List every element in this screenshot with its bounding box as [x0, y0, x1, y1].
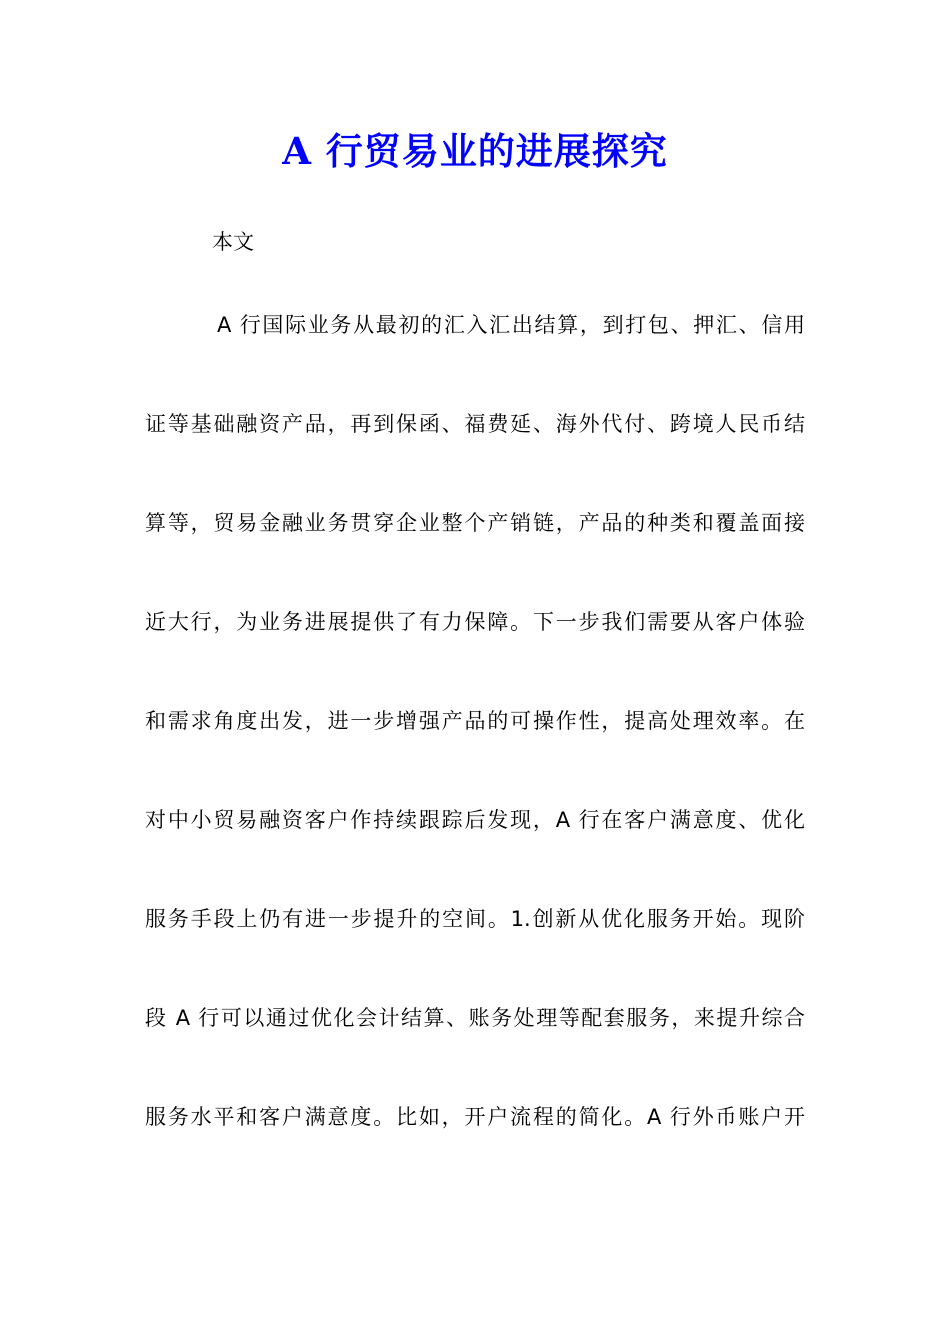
body-line: A 行国际业务从最初的汇入汇出结算，到打包、押汇、信用 — [217, 313, 805, 337]
body-line: 和需求角度出发，进一步增强产品的可操作性，提高处理效率。在 — [145, 709, 805, 733]
body-line: 证等基础融资产品，再到保函、福费延、海外代付、跨境人民币结 — [145, 412, 805, 436]
body-line: 服务手段上仍有进一步提升的空间。1.创新从优化服务开始。现阶 — [145, 907, 805, 931]
body-line: 服务水平和客户满意度。比如，开户流程的简化。A 行外币账户开 — [145, 1105, 805, 1129]
body-line: 对中小贸易融资客户作持续跟踪后发现，A 行在客户满意度、优化 — [145, 808, 805, 832]
body-line: 近大行，为业务进展提供了有力保障。下一步我们需要从客户体验 — [145, 610, 805, 634]
body-line: 段 A 行可以通过优化会计结算、账务处理等配套服务，来提升综合 — [145, 1006, 805, 1030]
page-title: A 行贸易业的进展探究 — [282, 129, 668, 173]
body-label: 本文 — [212, 230, 254, 254]
body-line: 算等，贸易金融业务贯穿企业整个产销链，产品的种类和覆盖面接 — [145, 511, 805, 535]
